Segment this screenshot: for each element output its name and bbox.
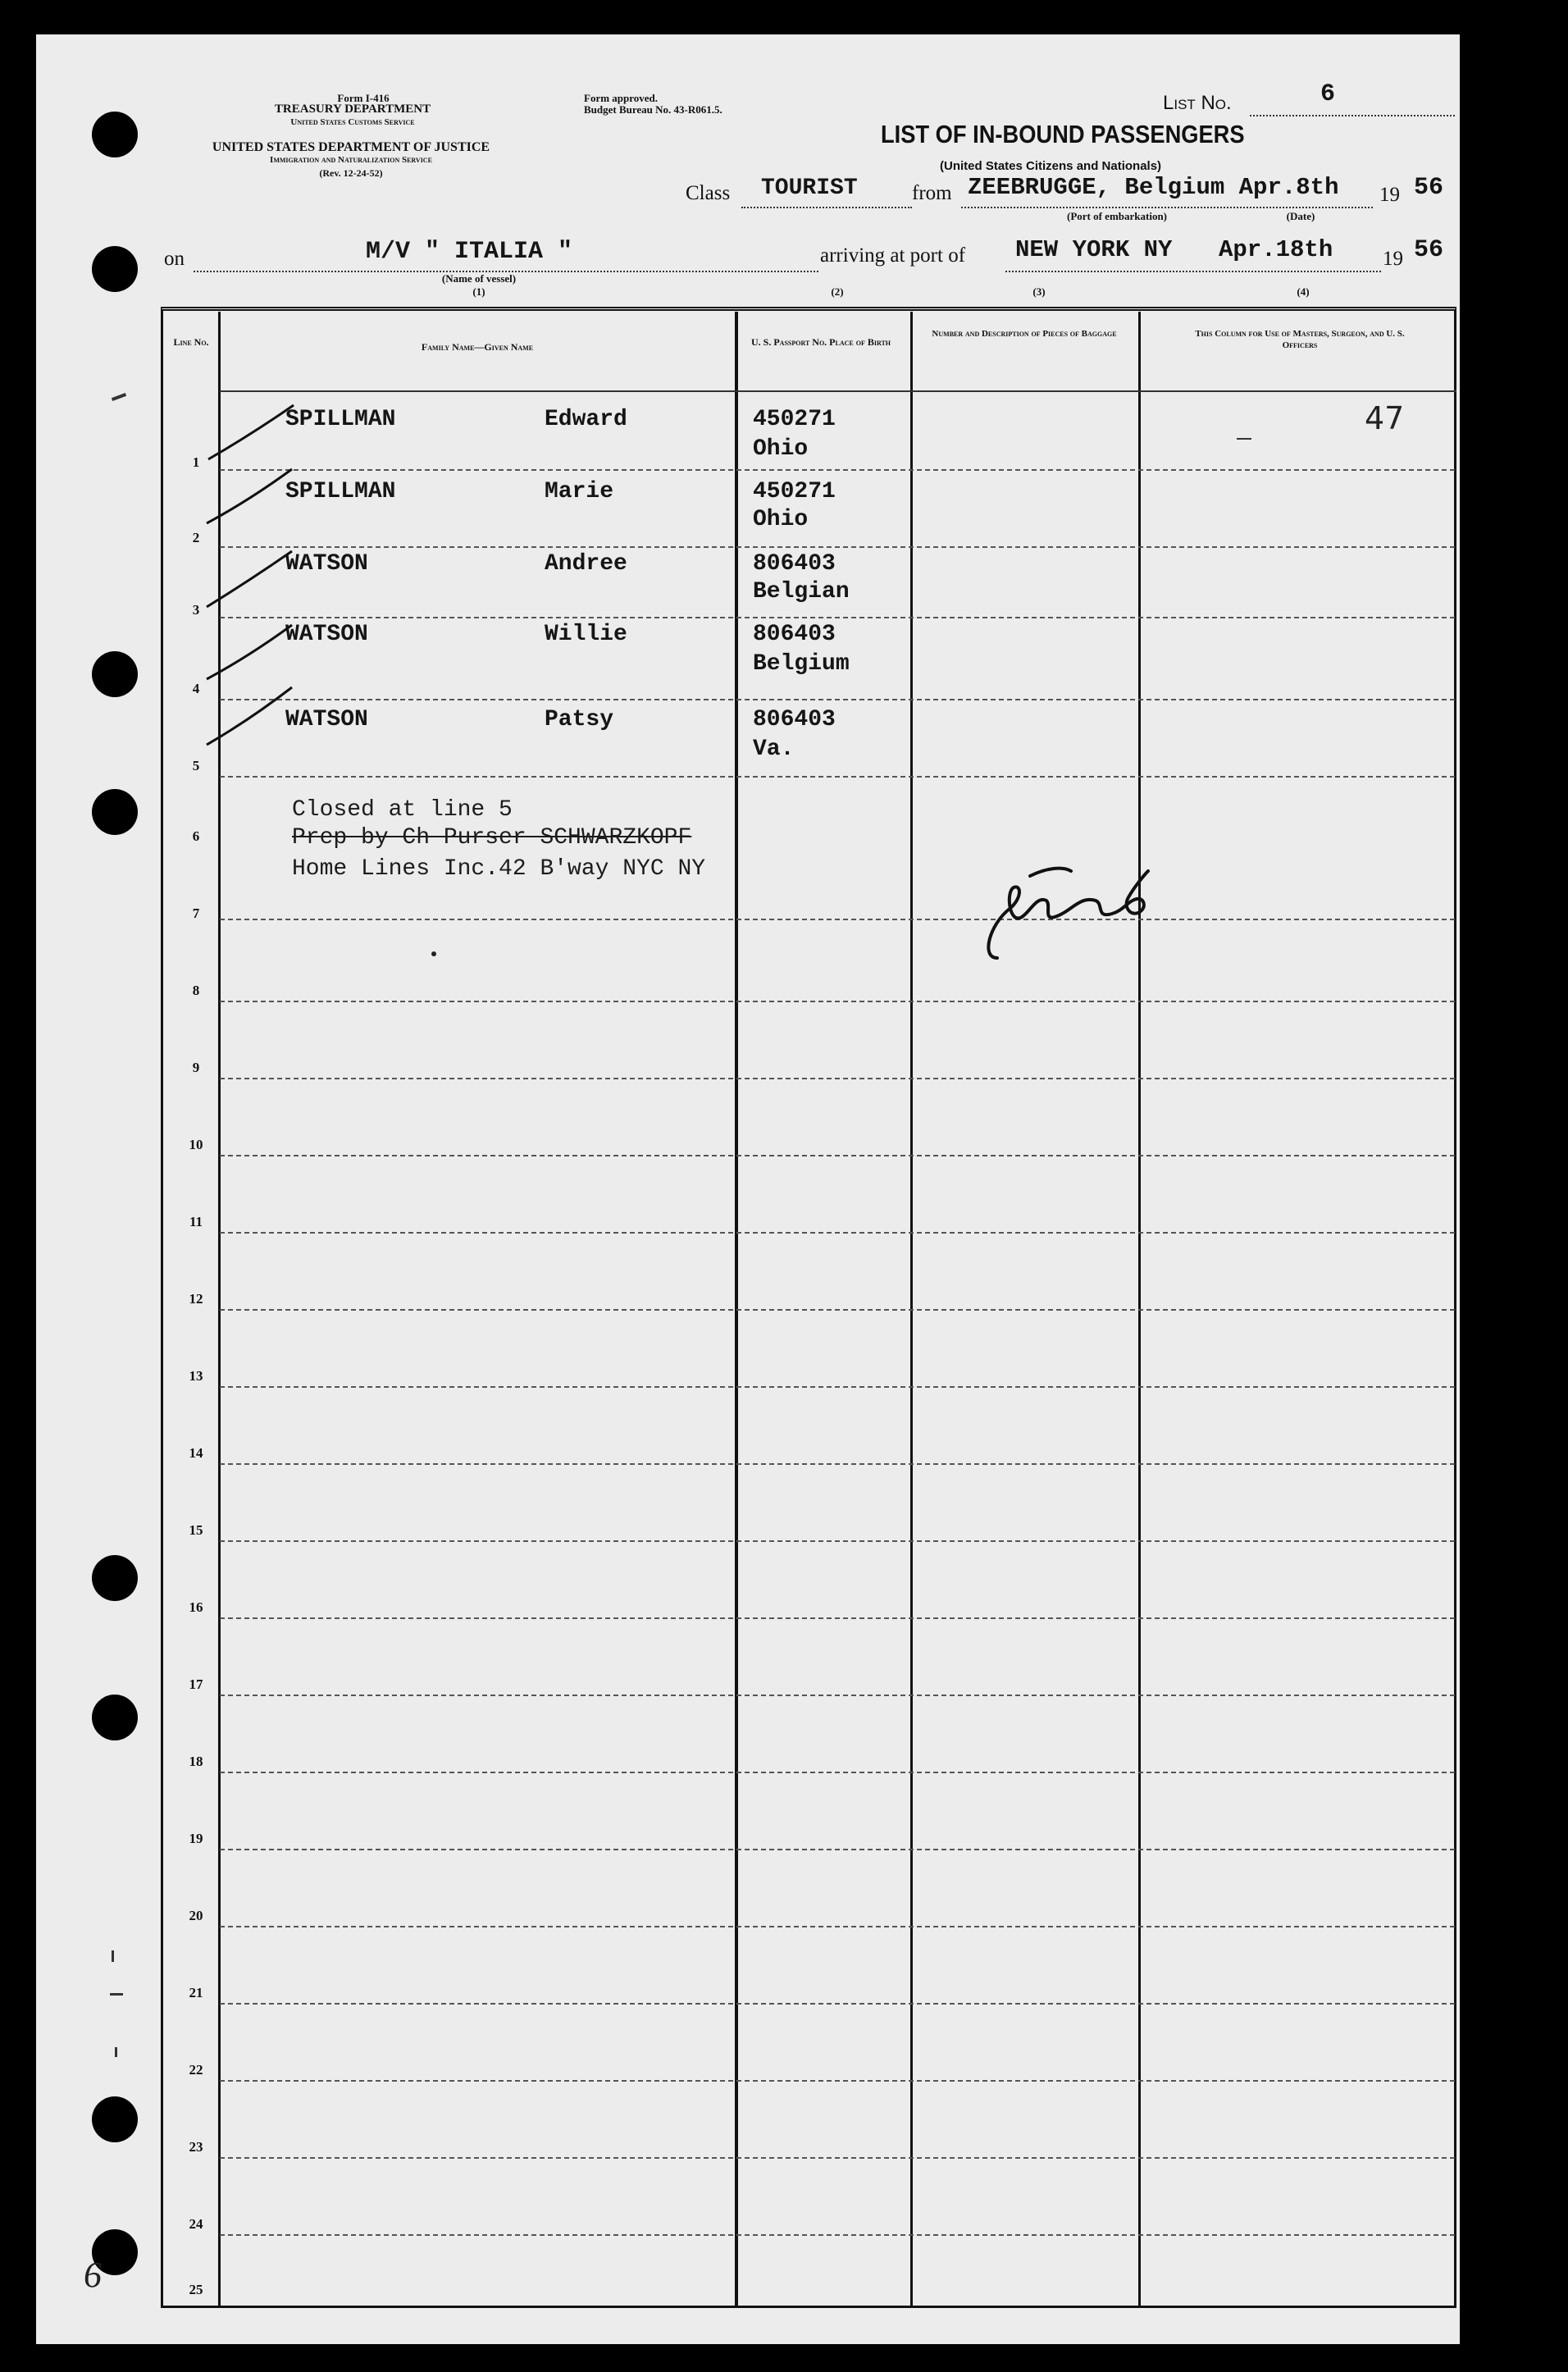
arrival-year-prefix: 19 — [1383, 248, 1403, 270]
closing-line-2: Prep by Ch Purser SCHWARZKOPF — [292, 825, 692, 851]
row-line — [220, 1849, 1455, 1850]
from-label: from — [912, 182, 952, 204]
line-number: 20 — [189, 1908, 203, 1923]
arrival-port: NEW YORK NY — [1015, 236, 1173, 263]
class-label: Class — [686, 182, 731, 204]
passenger-given-name: Willie — [545, 622, 627, 647]
ins-service: Immigration and Naturalization Service — [270, 155, 432, 165]
punch-hole — [92, 112, 138, 157]
on-label: on — [164, 248, 185, 270]
row-line — [220, 1232, 1455, 1234]
col-header-name: Family Name—Given Name — [421, 341, 534, 353]
passenger-family-name: WATSON — [285, 551, 368, 577]
date-caption: (Date) — [1286, 210, 1315, 222]
row-line — [220, 1540, 1455, 1542]
line-number: 1 — [192, 454, 200, 470]
row-line — [220, 1772, 1455, 1773]
closing-line-3: Home Lines Inc.42 B'way NYC NY — [292, 856, 706, 882]
line-number: 24 — [189, 2216, 203, 2232]
col-header-officers: This Column for Use of Masters, Surgeon, and U. S. Officers — [1195, 329, 1405, 350]
passport-number: 806403 — [753, 707, 836, 732]
arrival-line — [1005, 271, 1381, 272]
arriving-label: arriving at port of — [820, 244, 966, 267]
passport-number: 450271 — [753, 479, 836, 504]
row-line — [220, 919, 1455, 920]
class-value: TOURIST — [761, 176, 858, 201]
treasury-dept: TREASURY DEPARTMENT — [274, 103, 431, 116]
passport-number: 450271 — [753, 407, 836, 432]
line-number: 11 — [189, 1214, 203, 1229]
check-mark-icon — [200, 548, 299, 614]
check-mark-icon — [200, 620, 299, 686]
line-number: 4 — [192, 681, 200, 696]
margin-dash — [110, 1993, 123, 1996]
place-of-birth: Belgium — [753, 651, 850, 677]
row-line — [220, 1617, 1455, 1619]
col-header-baggage: Number and Description of Pieces of Baggage — [932, 329, 1117, 339]
from-value: ZEEBRUGGE, Belgium Apr.8th — [968, 174, 1339, 201]
passenger-family-name: SPILLMAN — [285, 407, 396, 432]
line-number: 3 — [192, 602, 200, 618]
arrival-date: Apr.18th — [1219, 236, 1333, 263]
line-number: 19 — [189, 1831, 203, 1846]
punch-hole — [92, 651, 138, 697]
row-line — [220, 2157, 1455, 2159]
passenger-family-name: WATSON — [285, 622, 368, 647]
punch-hole — [92, 246, 138, 292]
margin-tick — [112, 1950, 114, 1962]
list-no-value: 6 — [1320, 80, 1336, 108]
row-line — [220, 617, 1455, 618]
line-number: 16 — [189, 1599, 203, 1615]
line-number: 17 — [189, 1676, 203, 1692]
vessel-name: M/V " ITALIA " — [366, 238, 573, 266]
caption-3: (3) — [1032, 285, 1046, 298]
list-no-label: List No. — [1163, 92, 1232, 114]
line-number: 2 — [192, 530, 200, 545]
place-of-birth: Ohio — [753, 507, 809, 532]
line-number: 13 — [189, 1368, 203, 1384]
check-mark-icon — [200, 684, 299, 750]
margin-tick — [115, 2047, 117, 2057]
row-line — [220, 469, 1455, 471]
line-number: 18 — [189, 1754, 203, 1769]
stray-mark — [431, 951, 436, 956]
revision: (Rev. 12-24-52) — [319, 167, 383, 179]
line-number: 22 — [189, 2062, 203, 2078]
customs-service: United States Customs Service — [290, 117, 415, 127]
row-line — [220, 2003, 1455, 2005]
line-number: 15 — [189, 1522, 203, 1538]
row-line — [220, 2080, 1455, 2082]
row-line — [220, 699, 1455, 700]
passenger-given-name: Andree — [545, 551, 627, 577]
budget-bureau: Budget Bureau No. 43-R061.5. — [584, 103, 722, 116]
justice-dept: UNITED STATES DEPARTMENT OF JUSTICE — [212, 140, 490, 154]
from-line — [961, 207, 1373, 208]
passenger-given-name: Marie — [545, 479, 614, 504]
officer-note: 47 — [1365, 400, 1405, 436]
punch-hole — [92, 1695, 138, 1740]
page-title: LIST OF IN-BOUND PASSENGERS — [881, 120, 1245, 148]
line-number: 14 — [189, 1445, 203, 1461]
row-line — [220, 1078, 1455, 1079]
row-line — [220, 2234, 1455, 2236]
punch-hole — [92, 1555, 138, 1601]
class-line — [741, 207, 912, 208]
closing-line-1: Closed at line 5 — [292, 797, 513, 823]
caption-4: (4) — [1297, 285, 1310, 298]
line-number: 5 — [192, 758, 200, 773]
check-mark-icon — [200, 464, 299, 530]
list-no-line — [1250, 115, 1455, 116]
row-line — [220, 1463, 1455, 1465]
form-number: Form I-416 — [337, 92, 390, 104]
punch-hole — [92, 789, 138, 835]
row-line — [220, 546, 1455, 548]
punch-hole — [92, 2096, 138, 2142]
row-line — [220, 1695, 1455, 1696]
header-rule — [220, 390, 1456, 392]
vessel-caption-num: (1) — [472, 285, 485, 298]
col-header-passport: U. S. Passport No. Place of Birth — [751, 336, 891, 348]
line-number: 12 — [189, 1291, 203, 1307]
passenger-family-name: WATSON — [285, 707, 368, 732]
line-number: 23 — [189, 2139, 203, 2155]
check-mark-icon — [202, 402, 300, 468]
line-number: 9 — [192, 1060, 200, 1075]
place-of-birth: Ohio — [753, 436, 809, 462]
form-approved: Form approved. — [584, 92, 659, 104]
line-number: 7 — [192, 905, 200, 921]
line-number: 25 — [189, 2282, 203, 2297]
year-prefix: 19 — [1379, 184, 1400, 206]
col-header-line-no: Line No. — [173, 336, 209, 348]
passenger-family-name: SPILLMAN — [285, 479, 396, 504]
row-line — [220, 1001, 1455, 1002]
row-line — [220, 1386, 1455, 1388]
page-subtitle: (United States Citizens and Nationals) — [940, 159, 1162, 173]
line-number: 21 — [189, 1985, 203, 2000]
row-line — [220, 1309, 1455, 1311]
place-of-birth: Va. — [753, 737, 795, 762]
line-number: 8 — [192, 983, 200, 998]
passenger-given-name: Edward — [545, 407, 627, 432]
passport-number: 806403 — [753, 622, 836, 647]
row-line — [220, 1926, 1455, 1927]
table-frame — [161, 307, 1456, 2308]
vessel-caption: (Name of vessel) — [441, 272, 517, 285]
year-value: 56 — [1414, 174, 1444, 202]
margin-handwritten-number: 6 — [84, 2255, 102, 2295]
line-number: 10 — [189, 1137, 203, 1152]
row-line — [220, 1155, 1455, 1156]
caption-2: (2) — [831, 285, 844, 298]
passport-number: 806403 — [753, 551, 836, 577]
passenger-given-name: Patsy — [545, 707, 614, 732]
arrival-year: 56 — [1414, 236, 1444, 264]
line-number: 6 — [192, 828, 200, 844]
row-line — [220, 776, 1455, 778]
signature — [973, 860, 1161, 966]
port-embark-caption: (Port of embarkation) — [1066, 210, 1168, 222]
officer-dash — [1237, 438, 1251, 440]
place-of-birth: Belgian — [753, 579, 850, 604]
